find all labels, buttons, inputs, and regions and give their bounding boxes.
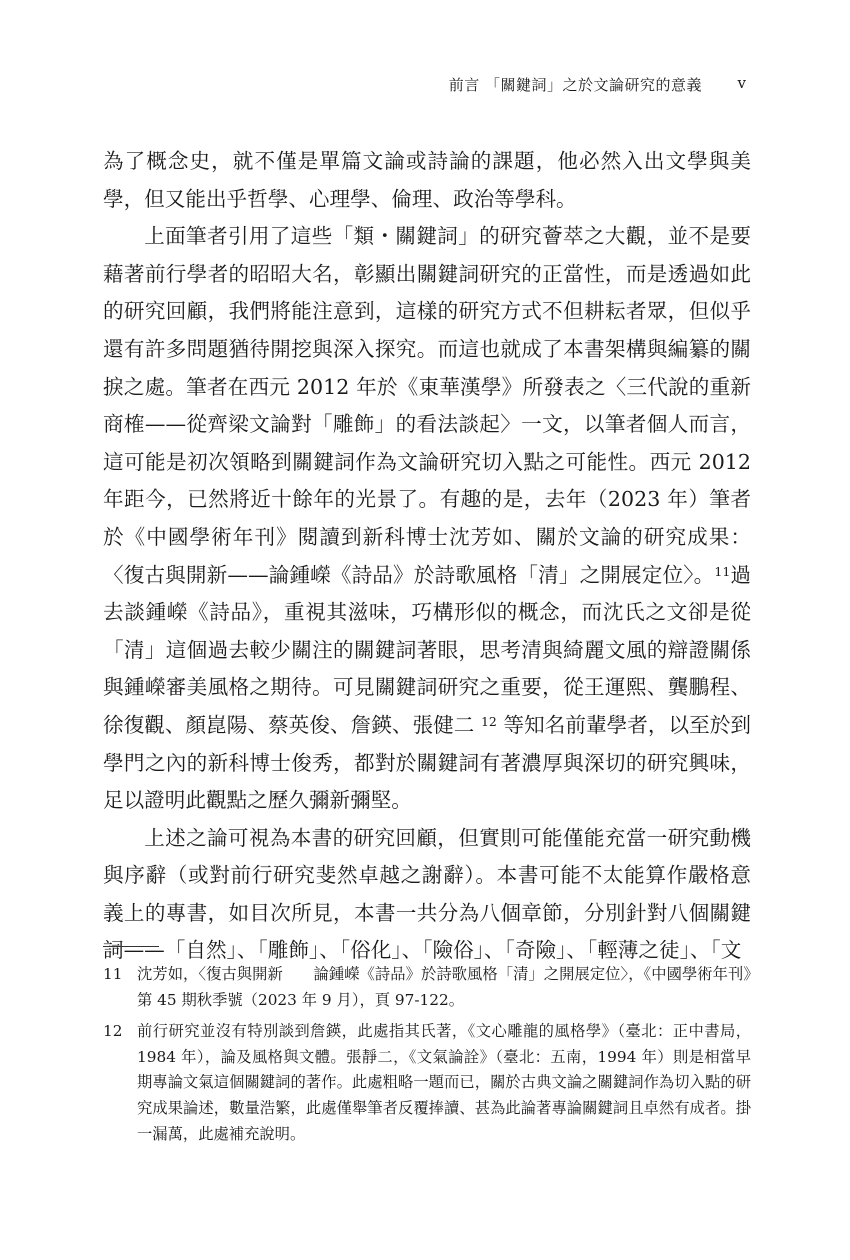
paragraph-text: 等知名前輩學者，以至於到學門之內的新科博士俊秀，都對於關鍵詞有著濃厚與深切的研究興味，足以證明此觀點之歷久彌新彌堅。 (103, 712, 752, 813)
footnote-text: 前行研究並沒有特別談到詹鍈，此處指其氏著，《文心雕龍的風格學》（臺北：正中書局，1984 年），論及風格與文體。張靜二，《文氣論詮》（臺北：五南，1994 年）則是相當早期專論文氣這個關鍵詞的著作。此處粗略一題而已，關於古典文論之關鍵詞作為切入點的研究成果論述，數量浩繁，此處僅舉筆者反覆捧讀、甚為此論著專論關鍵詞且卓然有成者。掛一漏萬，此處補充說明。 (137, 1022, 751, 1143)
footnote-number: 11 (103, 965, 123, 983)
body-paragraph (103, 143, 751, 218)
paragraph-text: 上面筆者引用了這些「類・關鍵詞」的研究薈萃之大觀，並不是要藉著前行學者的昭昭大名，彰顯出關鍵詞研究的正當性，而是透過如此的研究回顧，我們將能注意到，這樣的研究方式不但耕耘者眾，但似乎還有許多問題猶待開挖與深入探究。而這也就成了本書架構與編纂的關捩之處。筆者在西元 2012 年於《東華漢學》所發表之〈三代說的重新商榷——從齊梁文論對「雕飾」的看法談起〉一文，以筆者個人而言，這可能是初次領略到關鍵詞作為文論研究切入點之可能性。西元 2012 年距今，已然將近十餘年的光景了。有趣的是，去年（2023 年）筆者於《中國學術年刊》閱讀到新科博士沈芳如、關於文論的研究成果：〈復古與開新——論鍾嶸《詩品》於詩歌風格「清」之開展定位〉。 (103, 224, 751, 587)
paragraph-text: 為了概念史，就不僅是單篇文論或詩論的課題，他必然入出文學與美學，但又能出乎哲學、心理學、倫理、政治等學科。 (103, 149, 751, 211)
running-head (0, 74, 850, 98)
footnotes (103, 962, 751, 1153)
footnote (103, 1019, 751, 1147)
footnote (103, 962, 751, 1013)
body-text (103, 143, 751, 970)
page-number: v (737, 74, 746, 92)
paragraph-text: 過去談鍾嶸《詩品》，重視其滋味，巧構形似的概念，而沈氏之文卻是從「清」這個過去較少關注的關鍵詞著眼，思考清與綺麗文風的辯證關係與鍾嶸審美風格之期待。可見關鍵詞研究之重要，從王運熙、龔鵬程、徐復觀、顏崑陽、蔡英俊、詹鍈、張健二 (103, 562, 752, 737)
body-paragraph (103, 218, 751, 820)
footnote-reference: 12 (480, 713, 497, 729)
running-title: 前言 「關鍵詞」之於文論研究的意義 (448, 76, 702, 94)
body-paragraph (103, 820, 751, 970)
footnote-reference: 11 (714, 563, 731, 579)
footnote-divider (103, 946, 159, 947)
paragraph-text: 上述之論可視為本書的研究回顧，但實則可能僅能充當一研究動機與序辭（或對前行研究斐然卓越之謝辭）。本書可能不太能算作嚴格意義上的專書，如目次所見，本書一共分為八個章節，分別針對八個關鍵詞——「自然」、「雕飾」、「俗化」、「險俗」、「奇險」、「輕薄之徒」、「文 (103, 825, 751, 963)
footnote-number: 12 (103, 1022, 123, 1041)
footnote-text: 沈芳如，〈復古與開新 論鍾嶸《詩品》於詩歌風格「清」之開展定位〉，《中國學術年刊》第 45 期秋季號（2023 年 9 月），頁 97-122。 (137, 965, 751, 1009)
